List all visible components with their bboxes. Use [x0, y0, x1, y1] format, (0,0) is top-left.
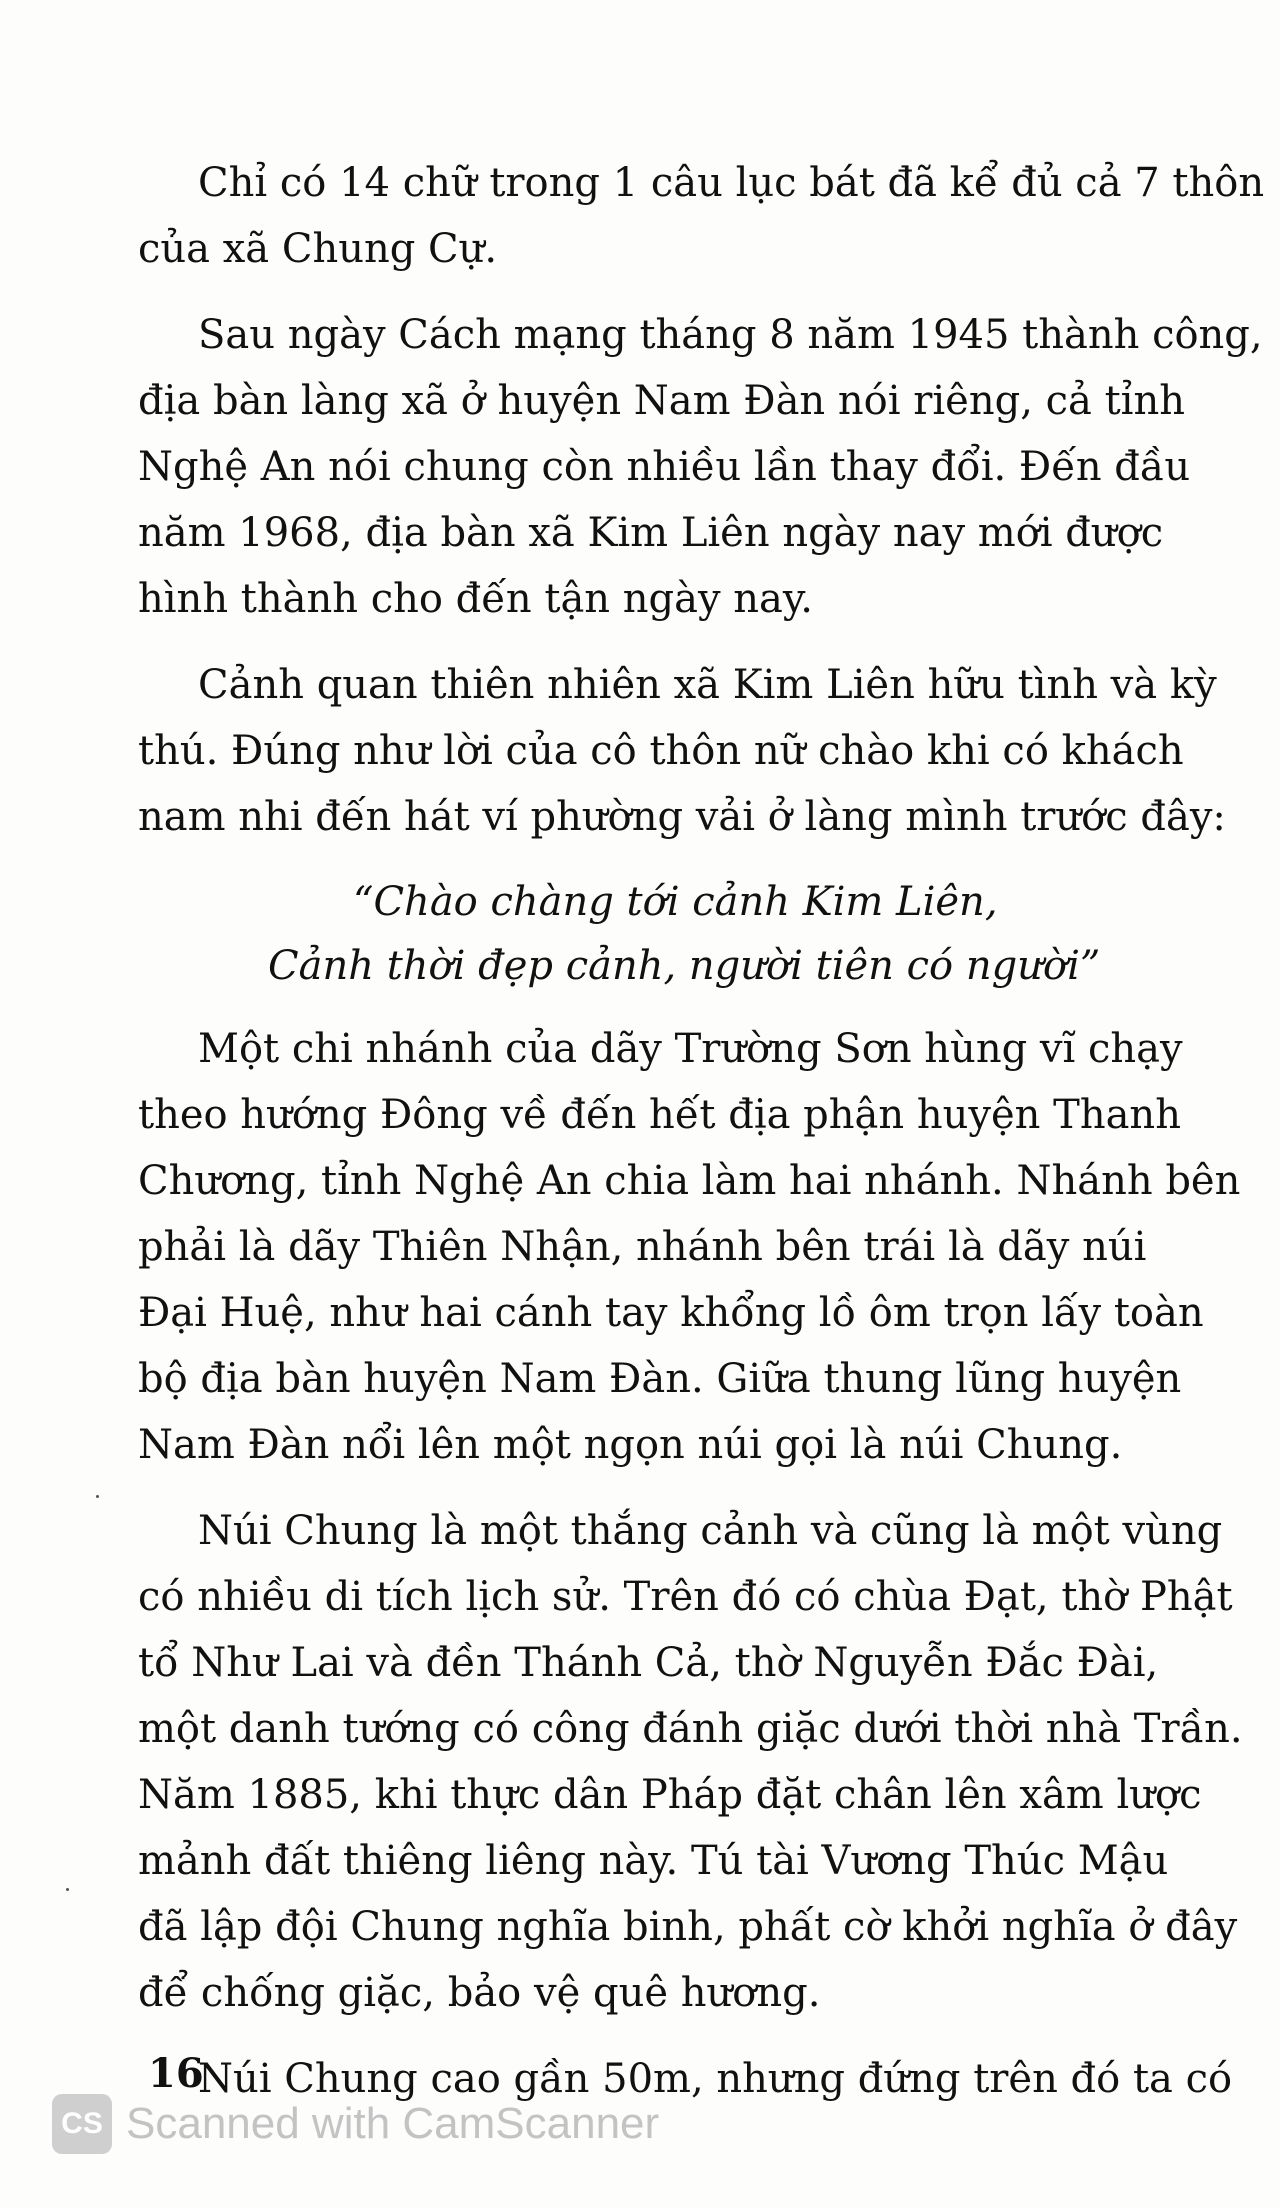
text-line: năm 1968, địa bàn xã Kim Liên ngày nay mới được — [138, 510, 1164, 556]
camscanner-watermark — [52, 2094, 659, 2154]
text-line: có nhiều di tích lịch sử. Trên đó có chùa Đạt, thờ Phật — [138, 1574, 1233, 1620]
text-line: của xã Chung Cự. — [138, 226, 498, 272]
paragraph-1 — [138, 150, 1265, 282]
watermark-text: Scanned with CamScanner — [126, 2099, 660, 2148]
text-line: Chỉ có 14 chữ trong 1 câu lục bát đã kể đủ cả 7 thôn — [198, 160, 1265, 206]
text-line: Nam Đàn nổi lên một ngọn núi gọi là núi Chung. — [138, 1422, 1123, 1468]
body-text — [138, 150, 1265, 2132]
text-line: Chương, tỉnh Nghệ An chia làm hai nhánh. Nhánh bên — [138, 1158, 1241, 1204]
text-line: theo hướng Đông về đến hết địa phận huyện Thanh — [138, 1092, 1181, 1138]
scan-speck — [66, 1888, 69, 1891]
paragraph-5 — [138, 1498, 1243, 2026]
poem-quote — [138, 870, 1188, 998]
text-line: Một chi nhánh của dãy Trường Sơn hùng vĩ chạy — [198, 1026, 1183, 1072]
text-line: Đại Huệ, như hai cánh tay khổng lồ ôm trọn lấy toàn — [138, 1290, 1204, 1336]
scan-speck — [96, 1495, 99, 1498]
text-line: mảnh đất thiêng liêng này. Tú tài Vương Thúc Mậu — [138, 1838, 1169, 1884]
paragraph-2 — [138, 302, 1263, 632]
text-line: tổ Như Lai và đền Thánh Cả, thờ Nguyễn Đắc Đài, — [138, 1640, 1159, 1686]
text-line: bộ địa bàn huyện Nam Đàn. Giữa thung lũng huyện — [138, 1356, 1182, 1402]
camscanner-logo-icon: CS — [52, 2094, 112, 2154]
text-line: hình thành cho đến tận ngày nay. — [138, 576, 813, 622]
text-line: thú. Đúng như lời của cô thôn nữ chào khi có khách — [138, 728, 1184, 774]
paragraph-3 — [138, 652, 1226, 850]
text-line: để chống giặc, bảo vệ quê hương. — [138, 1970, 821, 2016]
paragraph-4 — [138, 1016, 1241, 1478]
text-line: Nghệ An nói chung còn nhiều lần thay đổi. Đến đầu — [138, 444, 1191, 490]
text-line: một danh tướng có công đánh giặc dưới thời nhà Trần. — [138, 1706, 1243, 1752]
text-line: Năm 1885, khi thực dân Pháp đặt chân lên xâm lược — [138, 1772, 1202, 1818]
poem-verse: Cảnh thời đẹp cảnh, người tiên có người” — [268, 943, 1101, 989]
text-line: Núi Chung là một thắng cảnh và cũng là một vùng — [198, 1508, 1223, 1554]
text-line: phải là dãy Thiên Nhận, nhánh bên trái là dãy núi — [138, 1224, 1147, 1270]
text-line: Cảnh quan thiên nhiên xã Kim Liên hữu tình và kỳ — [198, 662, 1217, 708]
text-line: địa bàn làng xã ở huyện Nam Đàn nói riêng, cả tỉnh — [138, 378, 1185, 424]
text-line: Sau ngày Cách mạng tháng 8 năm 1945 thành công, — [198, 312, 1263, 358]
text-line: nam nhi đến hát ví phường vải ở làng mình trước đây: — [138, 794, 1226, 840]
page-number: 16 — [148, 2050, 204, 2097]
poem-verse: “Chào chàng tới cảnh Kim Liên, — [353, 879, 998, 925]
text-line: Núi Chung cao gần 50m, nhưng đứng trên đó ta có — [198, 2056, 1233, 2102]
text-line: đã lập đội Chung nghĩa binh, phất cờ khởi nghĩa ở đây — [138, 1904, 1238, 1950]
